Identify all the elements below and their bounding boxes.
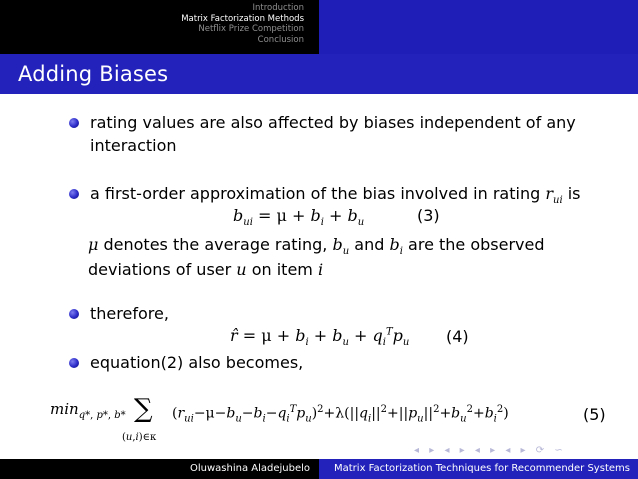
bullet-icon	[69, 118, 79, 128]
bullet-icon	[69, 358, 79, 368]
navigation-blue-panel	[319, 0, 638, 54]
document-next-icon[interactable]: ▸	[520, 445, 527, 456]
footer-talk-title: Matrix Factorization Techniques for Recommender Systems	[334, 463, 630, 474]
mu-description-line-2: deviations of user u on item i	[88, 260, 324, 279]
frame-prev-icon[interactable]: ◂	[414, 445, 421, 456]
frame-title-bar	[0, 54, 638, 94]
bullet-icon	[69, 309, 79, 319]
nav-section-conclusion[interactable]: Conclusion	[257, 34, 304, 45]
nav-section-introduction[interactable]: Introduction	[252, 3, 304, 13]
frame-next-icon[interactable]: ▸	[429, 445, 436, 456]
bullet-1-line-1: rating values are also affected by biases independent of any	[90, 113, 576, 132]
equation-4: r̂ = $\mu + b_i + b_u + q_i^Tp_u$	[230, 326, 410, 349]
bullet-3-text: therefore,	[90, 304, 169, 323]
subsection-prev-icon[interactable]: ◂	[444, 445, 451, 456]
footer-bar	[0, 459, 638, 479]
bullet-2-line-1: a first-order approximation of the bias involved in rating $r_{ui}$ is	[90, 184, 581, 207]
nav-section-matrix-factorization[interactable]: Matrix Factorization Methods	[181, 13, 304, 24]
section-list	[0, 3, 304, 45]
mu-description-line-1: μ denotes the average rating, $b_u$ and $b_i$ are the observed	[88, 235, 545, 258]
section-prev-icon[interactable]: ◂	[474, 445, 481, 456]
equation-3-number: (3)	[417, 206, 440, 225]
back-icon[interactable]: ⟳	[535, 445, 546, 456]
equation-5-number: (5)	[583, 405, 606, 424]
equation-5-body: $(r_{ui}-\mu-b_u-b_i-q_i^Tp_u)^2+\lambda(||q_i||^2+||p_u||^2+b_u^2+b_i^2)$	[172, 404, 509, 425]
footer-author: Oluwashina Aladejubelo	[190, 463, 311, 474]
beamer-navigation-controls[interactable]	[414, 445, 569, 456]
nav-section-netflix-prize[interactable]: Netflix Prize Competition	[198, 24, 304, 34]
bullet-1-line-2: interaction	[90, 136, 177, 155]
document-prev-icon[interactable]: ◂	[505, 445, 512, 456]
section-next-icon[interactable]: ▸	[490, 445, 497, 456]
frame-title: Adding Biases	[18, 62, 169, 86]
search-icon[interactable]: ∽	[554, 445, 564, 456]
bullet-icon	[69, 189, 79, 199]
subsection-next-icon[interactable]: ▸	[459, 445, 466, 456]
section-navigation-bar	[0, 0, 638, 54]
bullet-4-text: equation(2) also becomes,	[90, 353, 304, 372]
equation-5: $\min_{q*, p*, b*}$	[50, 400, 126, 421]
equation-3: $b_{ui} = \mu + b_i + b_u$	[233, 206, 365, 229]
equation-5-sum-index: (u,i)∈κ	[122, 432, 157, 443]
equation-5-sum: ∑	[134, 394, 153, 424]
equation-4-number: (4)	[446, 327, 469, 346]
